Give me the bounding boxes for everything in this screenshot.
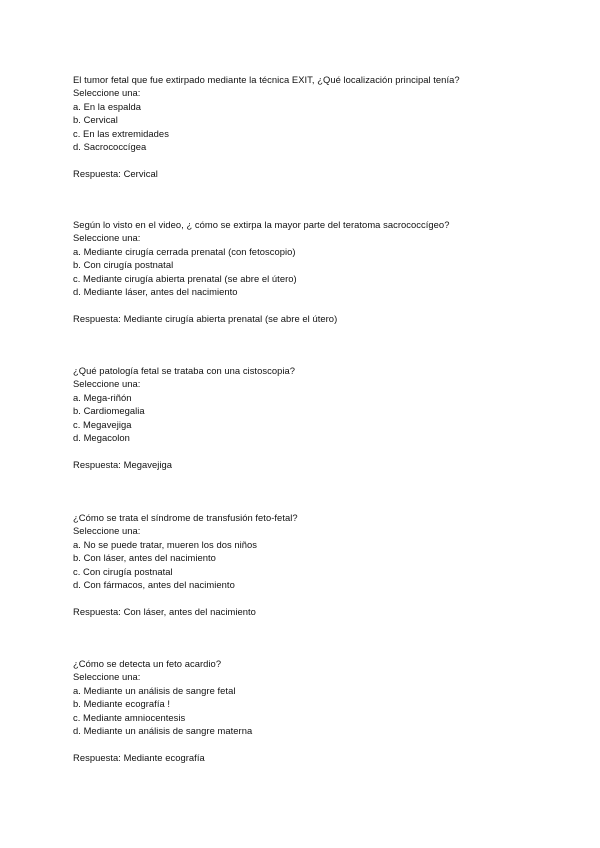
select-prompt: Seleccione una: xyxy=(73,671,141,683)
option-c: c. Mediante amniocentesis xyxy=(73,711,186,723)
select-prompt: Seleccione una: xyxy=(73,378,141,390)
option-a: a. Mediante cirugía cerrada prenatal (con fetoscopio) xyxy=(73,245,296,257)
question-text: El tumor fetal que fue extirpado mediante la técnica EXIT, ¿Qué localización principal tenía? xyxy=(73,74,460,85)
option-a: a. En la espalda xyxy=(73,100,142,112)
select-prompt: Seleccione una: xyxy=(73,87,141,99)
option-d: d. Sacrococcígea xyxy=(73,141,147,153)
select-prompt: Seleccione una: xyxy=(73,232,141,244)
option-c: c. Con cirugía postnatal xyxy=(73,565,173,577)
question-5 xyxy=(73,657,573,764)
question-4 xyxy=(73,511,573,618)
option-b: b. Cardiomegalia xyxy=(73,405,145,417)
question-1 xyxy=(73,73,573,180)
option-c: c. Mediante cirugía abierta prenatal (se abre el útero) xyxy=(73,272,297,284)
option-c: c. Megavejiga xyxy=(73,418,132,430)
option-d: d. Megacolon xyxy=(73,432,130,444)
option-d: d. Con fármacos, antes del nacimiento xyxy=(73,579,235,591)
answer-text: Respuesta: Con láser, antes del nacimiento xyxy=(73,605,256,617)
option-d: d. Mediante láser, antes del nacimiento xyxy=(73,286,238,298)
answer-text: Respuesta: Mediante cirugía abierta prenatal (se abre el útero) xyxy=(73,312,338,324)
option-b: b. Cervical xyxy=(73,114,118,126)
option-b: b. Con cirugía postnatal xyxy=(73,259,174,271)
option-b: b. Mediante ecografía ! xyxy=(73,698,171,710)
question-text: ¿Qué patología fetal se trataba con una cistoscopia? xyxy=(73,365,296,376)
option-a: a. Mediante un análisis de sangre fetal xyxy=(73,684,236,696)
option-d: d. Mediante un análisis de sangre materna xyxy=(73,725,253,737)
option-a: a. Mega-riñón xyxy=(73,391,132,403)
select-prompt: Seleccione una: xyxy=(73,525,141,537)
option-c: c. En las extremidades xyxy=(73,127,169,139)
answer-text: Respuesta: Cervical xyxy=(73,167,158,179)
question-2 xyxy=(73,218,573,325)
answer-text: Respuesta: Megavejiga xyxy=(73,458,173,470)
option-a: a. No se puede tratar, mueren los dos niños xyxy=(73,538,258,550)
question-3 xyxy=(73,364,573,471)
question-text: ¿Cómo se trata el síndrome de transfusión feto-fetal? xyxy=(73,512,298,523)
option-b: b. Con láser, antes del nacimiento xyxy=(73,552,216,564)
answer-text: Respuesta: Mediante ecografía xyxy=(73,751,205,763)
question-text: ¿Cómo se detecta un feto acardio? xyxy=(73,658,222,669)
question-text: Según lo visto en el video, ¿ cómo se extirpa la mayor parte del teratoma sacrococcígeo? xyxy=(73,219,450,230)
